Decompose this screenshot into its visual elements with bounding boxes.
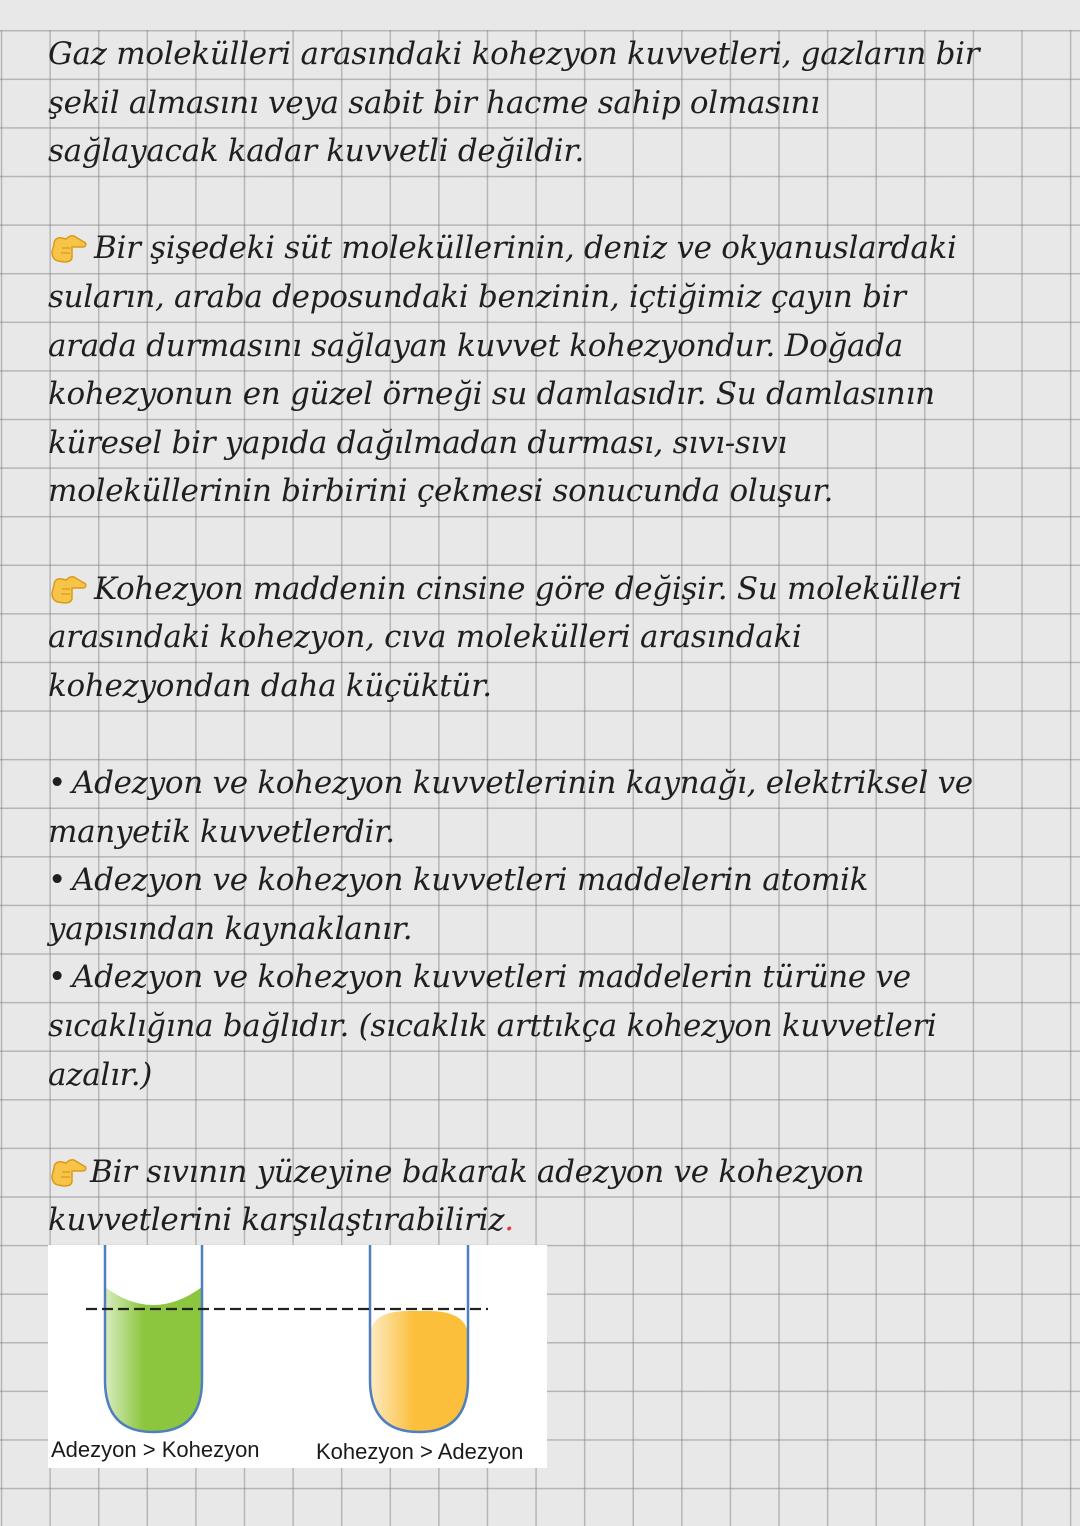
text-line: kuvvetlerini karşılaştırabiliriz	[48, 1202, 505, 1239]
meniscus-diagram	[48, 1245, 547, 1468]
text-line: suların, araba deposundaki benzinin, içtiğimiz çayın bir	[48, 279, 906, 315]
text-line: manyetik kuvvetlerdir.	[48, 813, 395, 850]
text-line: kohezyondan daha küçüktür.	[48, 667, 492, 704]
bullet-line	[48, 953, 911, 1002]
pointer-line	[48, 1148, 864, 1197]
text-line: azalır.)	[48, 1056, 153, 1093]
orange-liquid	[370, 1311, 468, 1432]
bullet-line	[48, 759, 973, 808]
pointer-line	[48, 565, 962, 614]
bullet-icon: •	[48, 765, 66, 801]
text-line: şekil almasını veya sabit bir hacme sahip olmasını	[48, 84, 820, 121]
text-line: kohezyonun en güzel örneği su damlasıdır. Su damlasının	[48, 376, 935, 413]
text-line: küresel bir yapıda dağılmadan durması, sıvı-sıvı	[48, 424, 787, 461]
text-line: Adezyon ve kohezyon kuvvetleri maddelerin türüne ve	[72, 959, 911, 996]
bullet-icon: •	[48, 862, 66, 899]
text-line: sağlayacak kadar kuvvetli değildir.	[48, 133, 585, 170]
text-line: arada durmasını sağlayan kuvvet kohezyondur. Doğada	[48, 327, 903, 364]
text-line	[48, 1196, 514, 1245]
pointing-hand-icon	[48, 230, 88, 264]
bullet-line	[48, 856, 868, 905]
text-line: Gaz molekülleri arasındaki kohezyon kuvvetleri, gazların bir	[48, 36, 980, 72]
meniscus-figure	[48, 1245, 547, 1468]
red-period: .	[504, 1202, 514, 1239]
text-line: Bir sıvının yüzeyine bakarak adezyon ve kohezyon	[90, 1153, 865, 1190]
text-line: Kohezyon maddenin cinsine göre değişir. Su molekülleri	[94, 570, 962, 607]
pointing-hand-icon	[48, 1154, 88, 1188]
left-tube-label: Adezyon > Kohezyon	[51, 1437, 260, 1462]
text-line: arasındaki kohezyon, cıva molekülleri arasındaki	[48, 619, 802, 656]
text-line: Adezyon ve kohezyon kuvvetleri maddelerin atomik	[72, 862, 869, 899]
text-line: yapısından kaynaklanır.	[48, 910, 413, 947]
pointer-line	[48, 224, 957, 273]
text-line: moleküllerinin birbirini çekmesi sonucunda oluşur.	[48, 473, 834, 510]
right-tube-label: Kohezyon > Adezyon	[316, 1439, 524, 1464]
bullet-icon: •	[48, 959, 66, 996]
pointing-hand-icon	[48, 571, 88, 605]
text-line: Bir şişedeki süt moleküllerinin, deniz ve okyanuslardaki	[94, 230, 957, 267]
text-line: Adezyon ve kohezyon kuvvetlerinin kaynağı, elektriksel ve	[72, 765, 973, 801]
text-line: sıcaklığına bağlıdır. (sıcaklık arttıkça kohezyon kuvvetleri	[48, 1008, 937, 1044]
